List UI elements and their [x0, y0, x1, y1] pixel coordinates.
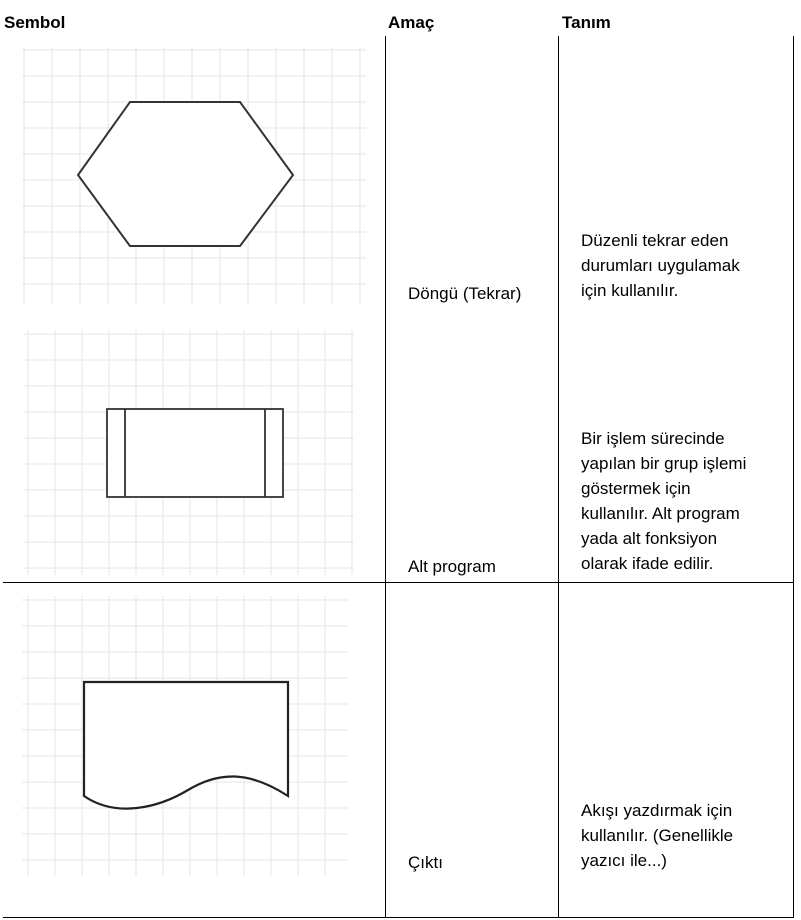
column-divider-3	[793, 36, 794, 918]
row1-tanim-line: için kullanılır.	[581, 281, 679, 300]
row2-tanim	[581, 426, 791, 576]
predefined-process-icon	[24, 330, 354, 575]
row2-tanim-line: göstermek için	[581, 479, 691, 498]
row2-tanim-line: olarak ifade edilir.	[581, 554, 714, 573]
row2-amac: Alt program	[408, 557, 496, 576]
row1-tanim-line: durumları uygulamak	[581, 256, 740, 275]
row2-tanim-line: yada alt fonksiyon	[581, 529, 718, 548]
header-sembol: Sembol	[4, 13, 66, 32]
hexagon-loop-icon	[22, 48, 366, 304]
row3-tanim-line: Akışı yazdırmak için	[581, 801, 733, 820]
row-divider-3	[3, 917, 794, 918]
row3-tanim-line: kullanılır. (Genellikle	[581, 826, 734, 845]
row3-amac: Çıktı	[408, 853, 443, 872]
row2-tanim-line: yapılan bir grup işlemi	[581, 454, 747, 473]
row3-tanim	[581, 798, 791, 873]
row2-tanim-line: kullanılır. Alt program	[581, 504, 740, 523]
header-amac: Amaç	[388, 13, 435, 32]
column-divider-2	[558, 36, 559, 918]
row3-tanim-line: yazıcı ile...)	[581, 851, 667, 870]
column-divider-1	[385, 36, 386, 918]
document-output-icon	[22, 596, 348, 876]
row1-amac: Döngü (Tekrar)	[408, 284, 522, 303]
row2-tanim-line: Bir işlem sürecinde	[581, 429, 725, 448]
header-tanim: Tanım	[562, 13, 611, 32]
row1-tanim-line: Düzenli tekrar eden	[581, 231, 729, 250]
row-divider-2	[3, 582, 794, 583]
row1-tanim	[581, 228, 791, 303]
